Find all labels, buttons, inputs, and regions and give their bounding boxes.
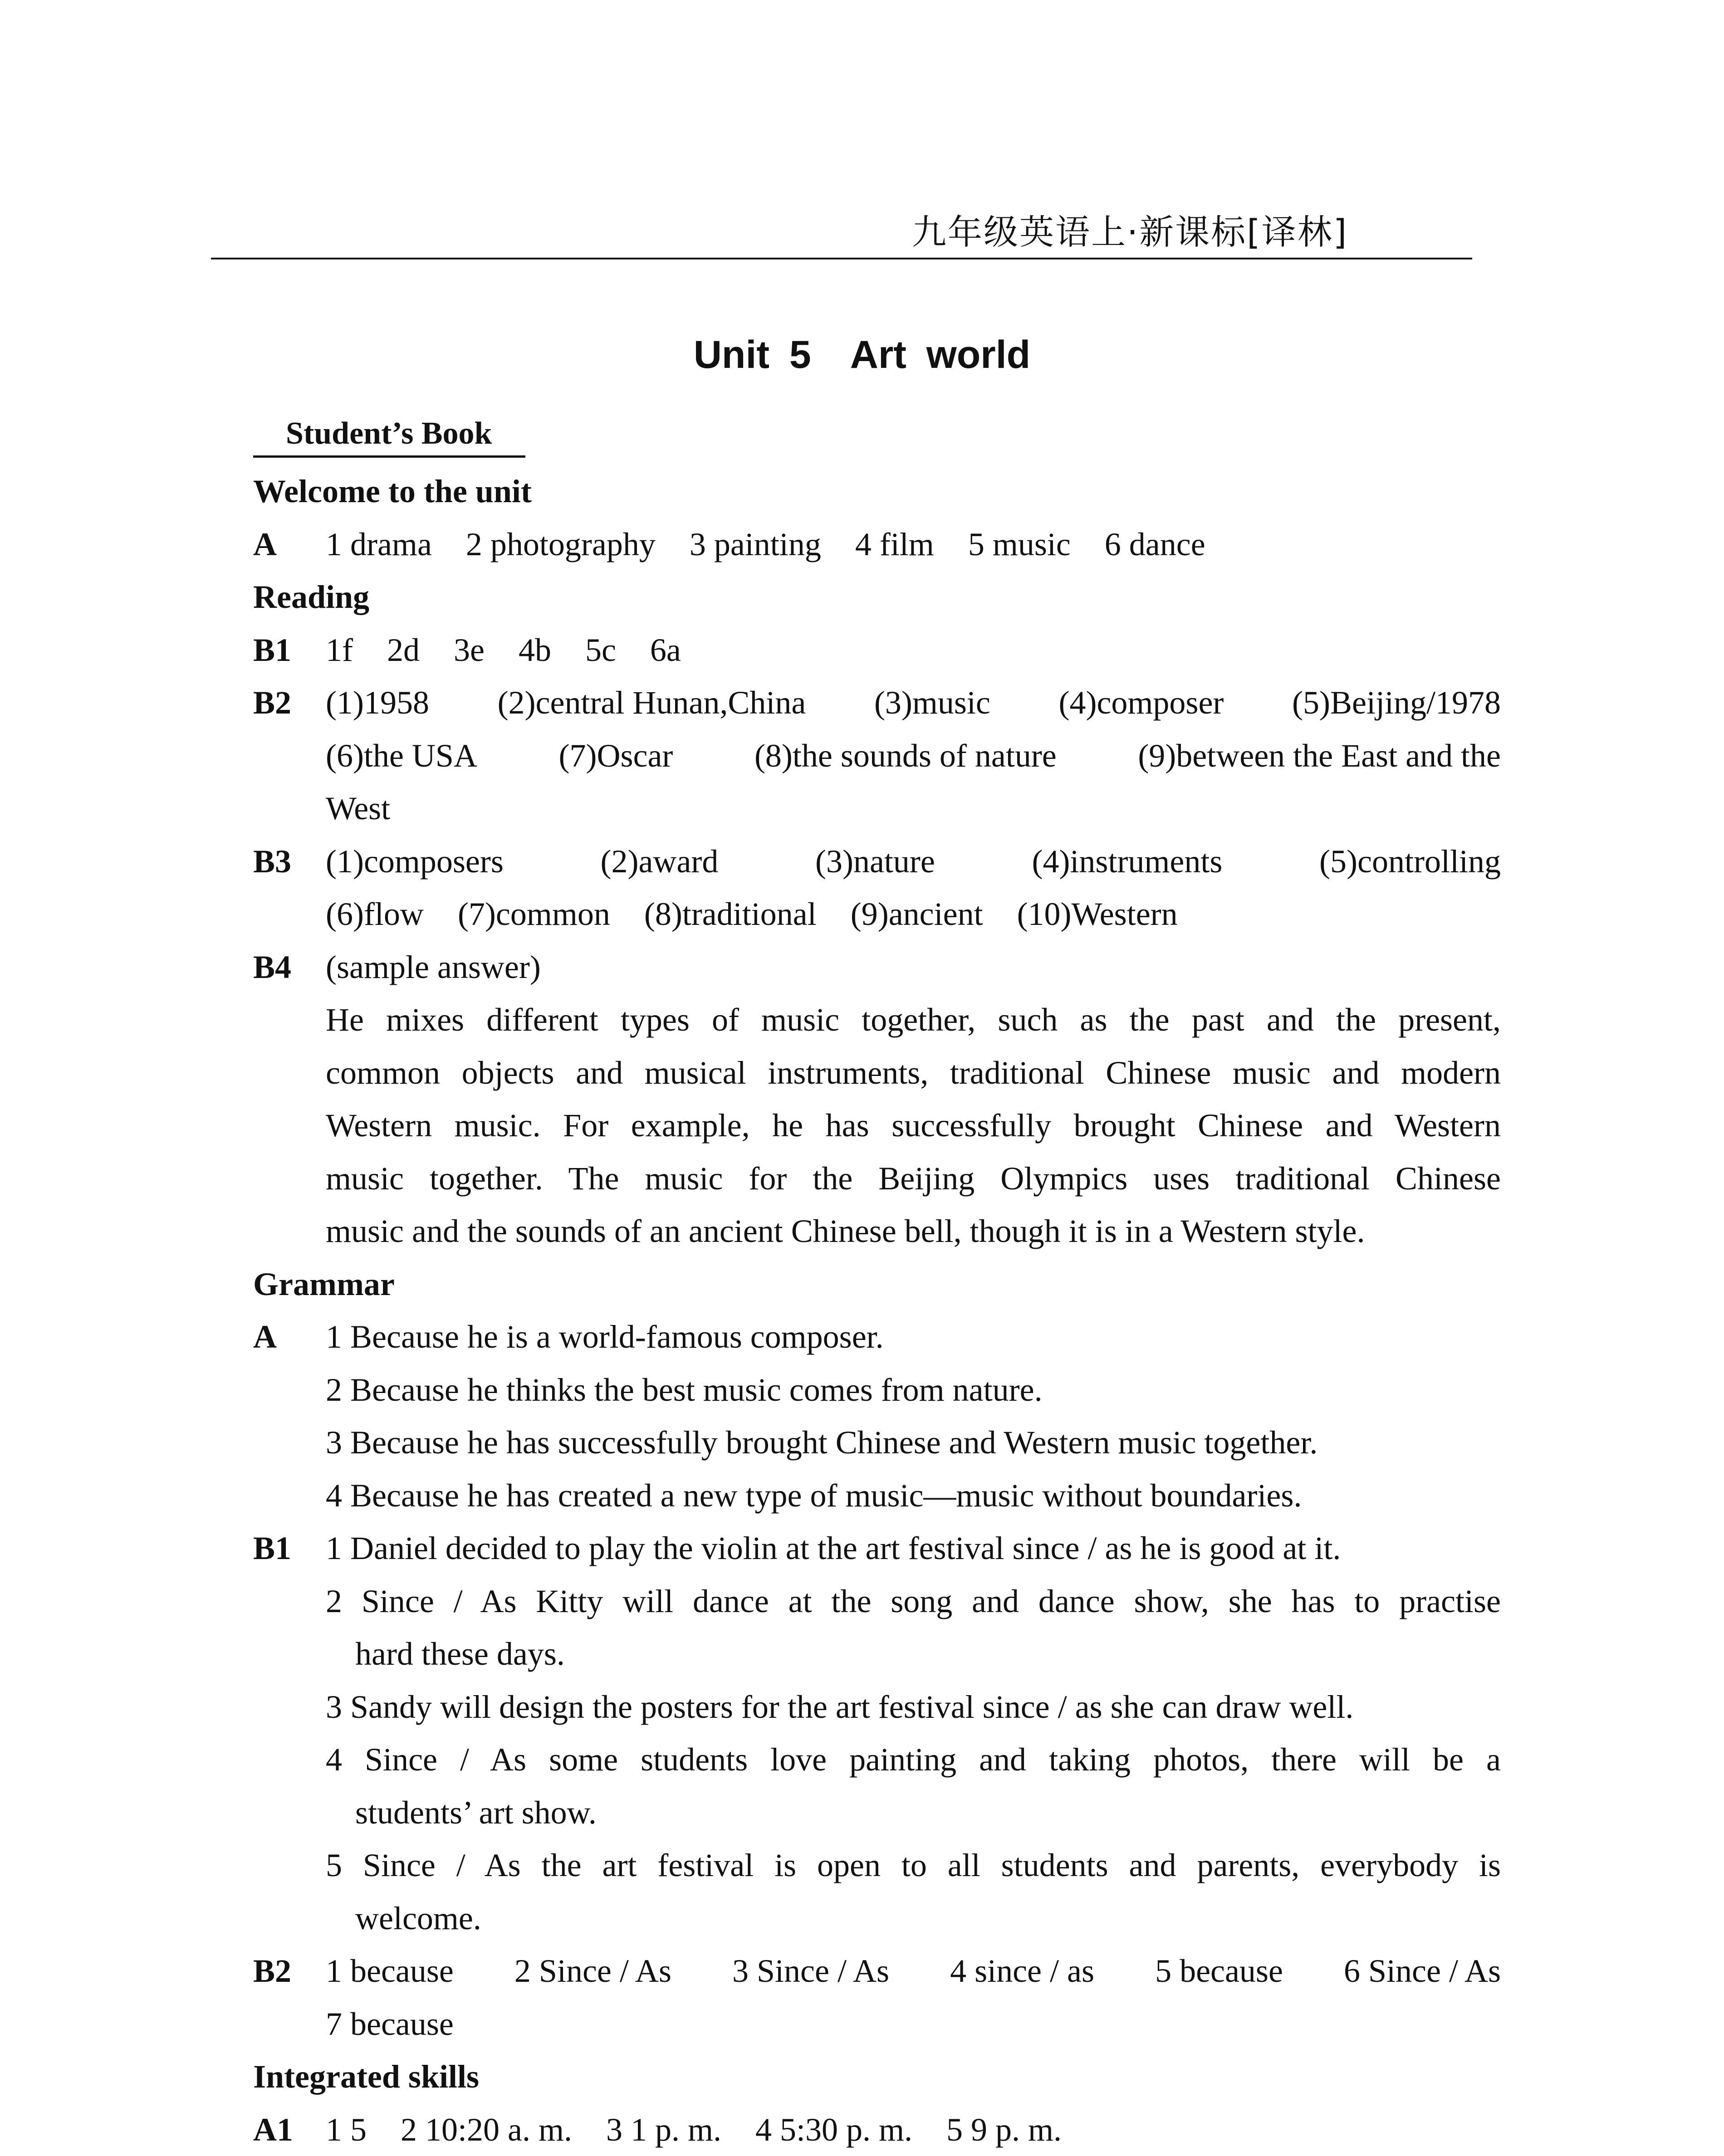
reading-b2-row xyxy=(326,729,1501,782)
paragraph-line: music and the sounds of an ancient Chinese bell, though it is in a Western style. xyxy=(326,1205,1501,1258)
unit-title: Unit 5 Art world xyxy=(0,328,1724,382)
answer-line: 2 Because he thinks the best music comes from nature. xyxy=(326,1364,1501,1417)
answer-item: 2 Since / As xyxy=(514,1945,671,1998)
answer-item: 7 because xyxy=(326,1998,1501,2051)
welcome-a-entry xyxy=(253,518,1501,571)
answer-item: 1 because xyxy=(326,1945,454,1998)
answer-item: 5 9 p. m. xyxy=(946,2103,1062,2156)
sample-answer-note: (sample answer) xyxy=(326,941,1501,994)
reading-b3-row xyxy=(326,888,1501,941)
paragraph-line: He mixes different types of music together, such as the past and the present, xyxy=(326,993,1501,1046)
reading-b4-label: B4 xyxy=(253,941,291,994)
reading-b3-entry xyxy=(253,835,1501,941)
welcome-a-label: A xyxy=(253,518,277,571)
answer-item: (1)1958 xyxy=(326,676,429,729)
grammar-b1-label: B1 xyxy=(253,1522,291,1575)
grammar-b2-row xyxy=(326,1945,1501,1998)
grammar-b2-entry xyxy=(253,1945,1501,2050)
answer-item: (3)nature xyxy=(815,835,935,888)
answer-item: (8)traditional xyxy=(644,888,817,941)
answer-item: 5c xyxy=(585,624,616,677)
answer-item: (5)controlling xyxy=(1319,835,1501,888)
answer-item: 6a xyxy=(650,624,681,677)
answer-item: (4)composer xyxy=(1059,676,1224,729)
reading-b1-entry xyxy=(253,624,1501,677)
answer-line-continuation: welcome. xyxy=(326,1892,1501,1945)
welcome-heading: Welcome to the unit xyxy=(253,465,1501,518)
answer-line: 1 Daniel decided to play the violin at the art festival since / as he is good at it. xyxy=(326,1522,1501,1575)
answer-line: 3 Because he has successfully brought Chinese and Western music together. xyxy=(326,1416,1501,1469)
answer-item: 3 Since / As xyxy=(732,1945,889,1998)
reading-b3-row xyxy=(326,835,1501,888)
integrated-heading: Integrated skills xyxy=(253,2050,1501,2103)
section-tag-underline xyxy=(253,455,525,458)
answer-item: 2 photography xyxy=(466,518,656,571)
answer-item: (9)between the East and the xyxy=(1138,729,1501,782)
answer-line: 5 Since / As the art festival is open to all students and parents, everybody is xyxy=(326,1839,1501,1892)
grammar-b1-entry xyxy=(253,1522,1501,1945)
answer-item: 4 film xyxy=(855,518,934,571)
grammar-a-label: A xyxy=(253,1310,277,1364)
answer-item: (3)music xyxy=(874,676,990,729)
reading-b4-entry xyxy=(253,941,1501,1258)
answer-key-content xyxy=(253,465,1501,2156)
grammar-a-entry xyxy=(253,1310,1501,1522)
answer-item: (10)Western xyxy=(1017,888,1178,941)
answer-item: (1)composers xyxy=(326,835,504,888)
welcome-a-items xyxy=(326,518,1501,571)
answer-item: 4 since / as xyxy=(950,1945,1094,1998)
answer-line: 2 Since / As Kitty will dance at the song and dance show, she has to practise xyxy=(326,1575,1501,1628)
paragraph-line: Western music. For example, he has successfully brought Chinese and Western xyxy=(326,1099,1501,1152)
reading-b2-row xyxy=(326,676,1501,729)
answer-item: (5)Beijing/1978 xyxy=(1292,676,1501,729)
answer-item: 3e xyxy=(454,624,485,677)
reading-b2-label: B2 xyxy=(253,676,291,729)
integrated-a1-entry xyxy=(253,2103,1501,2156)
paragraph-line: music together. The music for the Beijing Olympics uses traditional Chinese xyxy=(326,1152,1501,1205)
answer-line-continuation: students’ art show. xyxy=(326,1786,1501,1839)
answer-item: 4b xyxy=(519,624,551,677)
answer-line-continuation: hard these days. xyxy=(326,1628,1501,1681)
answer-item: 5 music xyxy=(968,518,1071,571)
reading-b1-items xyxy=(326,624,1501,677)
answer-item: 1 drama xyxy=(326,518,432,571)
answer-item: (2)award xyxy=(601,835,719,888)
answer-item: 1 5 xyxy=(326,2103,367,2156)
answer-item: (6)the USA xyxy=(326,729,477,782)
section-tag: Student’s Book xyxy=(286,411,492,456)
answer-item: (8)the sounds of nature xyxy=(754,729,1057,782)
book-header-title: 九年级英语上·新课标[译林] xyxy=(912,210,1456,255)
answer-item: 2 10:20 a. m. xyxy=(401,2103,572,2156)
header-rule xyxy=(211,258,1472,259)
reading-heading: Reading xyxy=(253,571,1501,624)
reading-b2-entry xyxy=(253,676,1501,835)
integrated-a1-items xyxy=(326,2103,1501,2156)
answer-item: 3 1 p. m. xyxy=(606,2103,721,2156)
answer-item: 4 5:30 p. m. xyxy=(755,2103,912,2156)
answer-item: 5 because xyxy=(1155,1945,1283,1998)
answer-item: (4)instruments xyxy=(1032,835,1222,888)
reading-b1-label: B1 xyxy=(253,624,291,677)
answer-item: 1f xyxy=(326,624,353,677)
answer-item: West xyxy=(326,782,1501,835)
answer-item: (9)ancient xyxy=(851,888,983,941)
answer-item: (2)central Hunan,China xyxy=(498,676,806,729)
answer-item: 6 dance xyxy=(1105,518,1205,571)
grammar-heading: Grammar xyxy=(253,1258,1501,1311)
integrated-a1-label: A1 xyxy=(253,2103,293,2156)
answer-item: 3 painting xyxy=(690,518,821,571)
answer-item: (6)flow xyxy=(326,888,424,941)
answer-line: 3 Sandy will design the posters for the art festival since / as she can draw well. xyxy=(326,1681,1501,1734)
answer-item: (7)Oscar xyxy=(559,729,673,782)
reading-b3-label: B3 xyxy=(253,835,291,888)
answer-line: 4 Since / As some students love painting and taking photos, there will be a xyxy=(326,1733,1501,1786)
answer-item: 2d xyxy=(387,624,420,677)
answer-line: 4 Because he has created a new type of music—music without boundaries. xyxy=(326,1469,1501,1522)
answer-line: 1 Because he is a world-famous composer. xyxy=(326,1310,1501,1364)
paragraph-line: common objects and musical instruments, traditional Chinese music and modern xyxy=(326,1046,1501,1100)
answer-item: 6 Since / As xyxy=(1344,1945,1501,1998)
answer-item: (7)common xyxy=(458,888,610,941)
grammar-b2-label: B2 xyxy=(253,1945,291,1998)
